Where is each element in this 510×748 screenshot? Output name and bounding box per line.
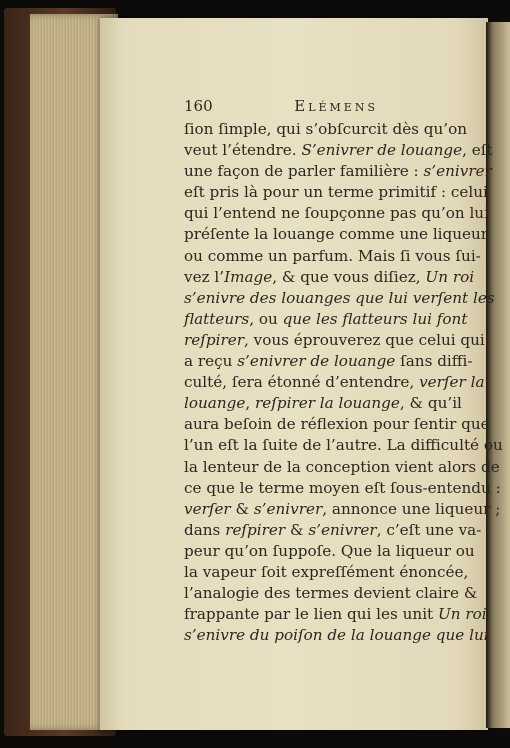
text-run: la lenteur de la conception vient alors de — [184, 457, 500, 476]
page-header — [184, 97, 458, 119]
text-run: culté, ſera étonné d’entendre, — [184, 373, 420, 392]
text-run: ſans diffi- — [395, 352, 473, 371]
italic-phrase: s’enivrer — [308, 520, 377, 539]
italic-phrase: louange — [184, 394, 246, 413]
italic-phrase: flatteurs — [184, 309, 250, 328]
text-line — [184, 541, 475, 562]
text-line — [184, 351, 473, 372]
text-run: veut l’étendre. — [184, 141, 302, 160]
italic-phrase: s’enivre du poiſon de la louange que lui — [184, 626, 489, 645]
facing-page-edge — [486, 22, 510, 728]
text-line — [184, 246, 481, 267]
italic-phrase: S’enivrer de louange — [301, 141, 463, 160]
italic-phrase: s’enivre des louanges que lui verſent les — [184, 288, 495, 307]
text-run: préſente la louange comme une liqueur — [184, 225, 489, 244]
italic-phrase: Un roi — [425, 267, 475, 286]
text-line — [184, 457, 500, 478]
text-run: dans — [184, 520, 226, 539]
page-number: 160 — [184, 97, 213, 115]
text-run: qui l’entend ne ſoupçonne pas qu’on lui — [184, 204, 489, 223]
text-line — [184, 435, 503, 456]
text-line — [184, 372, 485, 393]
text-line — [184, 309, 468, 330]
text-run: peur qu’on ſuppoſe. Que la liqueur ou — [184, 541, 475, 560]
text-line — [184, 414, 490, 435]
text-run: la vapeur ſoit expreſſément énoncée, — [184, 562, 469, 581]
italic-phrase: reſpirer — [184, 330, 244, 349]
text-line — [184, 393, 462, 414]
italic-phrase: Image — [224, 267, 273, 286]
text-line — [184, 119, 468, 140]
text-line — [184, 267, 475, 288]
text-run: & — [285, 520, 309, 539]
body-text — [184, 119, 503, 646]
italic-phrase: s’enivrer — [423, 162, 492, 181]
text-line — [184, 625, 489, 646]
text-line — [184, 182, 488, 203]
text-line — [184, 330, 485, 351]
page-text — [184, 97, 503, 646]
text-run: ou comme un parfum. Mais ſi vous ſui- — [184, 246, 481, 265]
text-line — [184, 499, 501, 520]
italic-phrase: s’enivrer de louange — [237, 352, 396, 371]
italic-phrase: Un roi — [438, 605, 487, 624]
text-run: a reçu — [184, 352, 238, 371]
text-run: , eſt — [462, 141, 493, 160]
text-run: , vous éprouverez que celui qui — [243, 330, 485, 349]
text-run: aura beſoin de réflexion pour ſentir que — [184, 415, 490, 434]
text-run: frappante par le lien qui les unit — [184, 605, 438, 624]
text-run: , c’eſt une va- — [376, 520, 482, 539]
text-run: ſion ſimple, qui s’obſcurcit dès qu’on — [184, 120, 468, 138]
text-run: vez l’ — [184, 267, 225, 286]
italic-phrase: reſpirer la louange — [255, 394, 400, 413]
text-line — [184, 520, 482, 541]
italic-phrase: reſpirer — [225, 520, 286, 539]
text-line — [184, 604, 487, 625]
text-run: , annonce une liqueur ; — [322, 499, 501, 518]
text-line — [184, 140, 493, 161]
text-line — [184, 478, 501, 499]
text-line — [184, 562, 469, 583]
italic-phrase: verſer la — [419, 373, 485, 392]
text-run: ce que le terme moyen eſt ſous-entendu : — [184, 478, 501, 497]
text-line — [184, 203, 489, 224]
text-run: , & qu’il — [399, 394, 462, 413]
italic-phrase: que les flatteurs lui font — [282, 309, 468, 328]
italic-phrase: verſer — [184, 499, 231, 518]
running-title: Elémens — [294, 97, 378, 115]
text-line — [184, 161, 492, 182]
text-run: & — [230, 499, 254, 518]
text-run: l’analogie des termes devient claire & — [184, 584, 478, 603]
italic-phrase: s’enivrer — [253, 499, 323, 518]
text-run: , ou — [249, 309, 283, 328]
text-run: , & que vous diſiez, — [272, 267, 426, 286]
text-run: une façon de parler familière : — [184, 162, 424, 181]
text-run: l’un eſt la ſuite de l’autre. La difficulté ou — [184, 436, 503, 455]
text-run: eſt pris là pour un terme primitif : celui — [184, 183, 488, 202]
text-line — [184, 288, 495, 309]
text-line — [184, 583, 478, 604]
text-line — [184, 224, 489, 245]
text-run: , — [245, 394, 255, 413]
